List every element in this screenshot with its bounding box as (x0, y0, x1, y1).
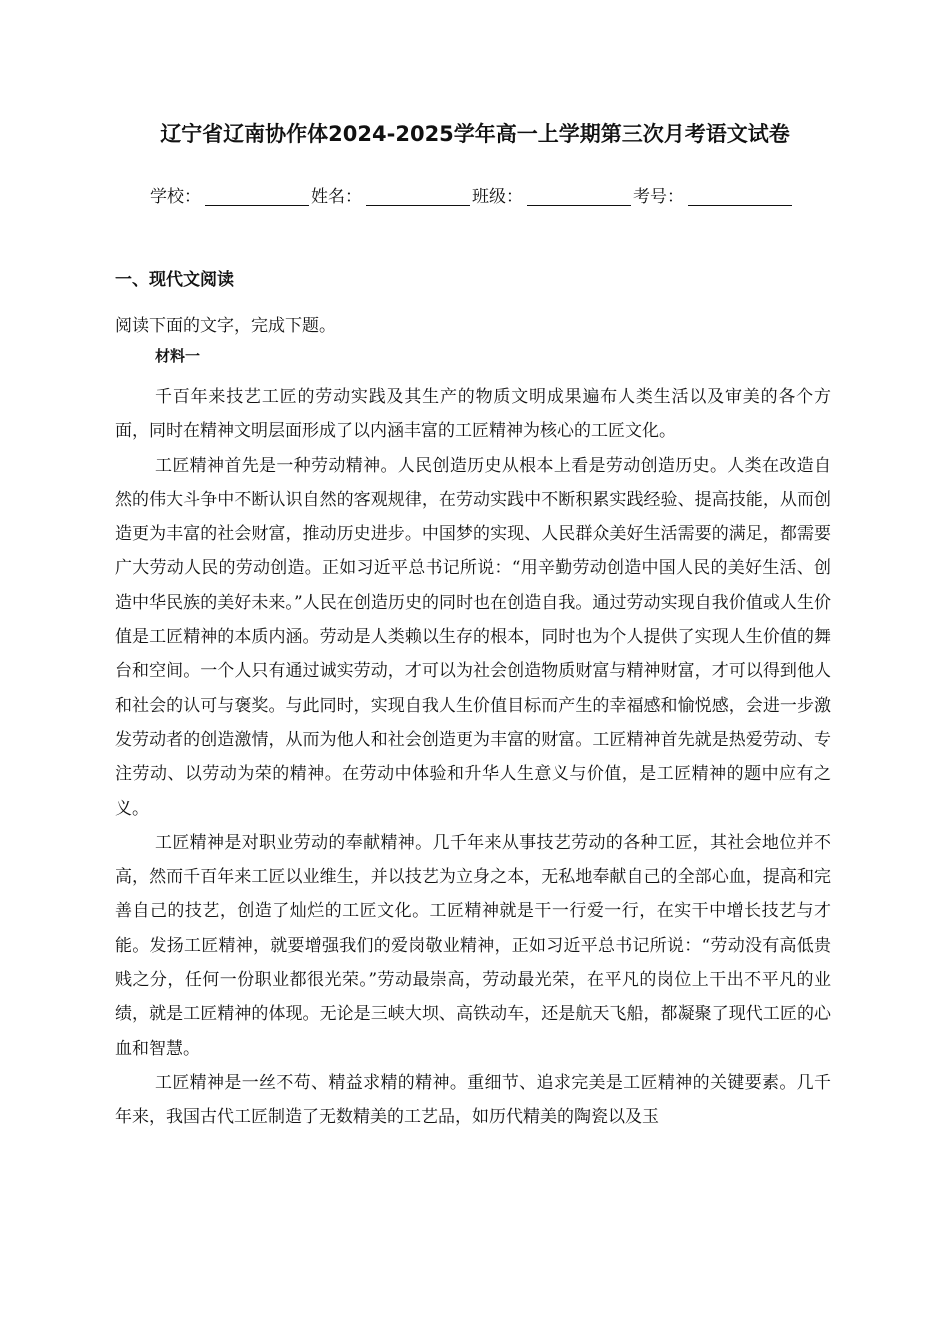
paragraph: 工匠精神首先是一种劳动精神。人民创造历史从根本上看是劳动创造历史。人类在改造自然的伟大斗争中不断认识自然的客观规律，在劳动实践中不断积累实践经验、提高技能，从而创造更为丰富的社会财富，推动历史进步。中国梦的实现、人民群众美好生活需要的满足，都需要广大劳动人民的劳动创造。正如习近平总书记所说：“用辛勤劳动创造中国人民的美好生活、创造中华民族的美好未来。”人民在创造历史的同时也在创造自我。通过劳动实现自我价值或人生价值是工匠精神的本质内涵。劳动是人类赖以生存的根本，同时也为个人提供了实现人生价值的舞台和空间。一个人只有通过诚实劳动，才可以为社会创造物质财富与精神财富，才可以得到他人和社会的认可与褒奖。与此同时，实现自我人生价值目标而产生的幸福感和愉悦感，会进一步激发劳动者的创造激情，从而为他人和社会创造更为丰富的财富。工匠精神首先就是热爱劳动、专注劳动、以劳动为荣的精神。在劳动中体验和升华人生意义与价值，是工匠精神的题中应有之义。 (115, 455, 831, 819)
name-label: 姓名： (311, 187, 362, 207)
school-label: 学校： (150, 187, 201, 207)
class-blank[interactable] (527, 187, 631, 206)
number-blank[interactable] (688, 187, 792, 206)
exam-title: 辽宁省辽南协作体2024-2025学年高一上学期第三次月考语文试卷 (160, 122, 790, 146)
paragraph: 工匠精神是一丝不苟、精益求精的精神。重细节、追求完美是工匠精神的关键要素。几千年来，我国古代工匠制造了无数精美的工艺品，如历代精美的陶瓷以及玉 (115, 1072, 831, 1128)
instruction-text: 阅读下面的文字，完成下题。 (115, 316, 336, 336)
paragraph: 千百年来技艺工匠的劳动实践及其生产的物质文明成果遍布人类生活以及审美的各个方面，同时在精神文明层面形成了以内涵丰富的工匠精神为核心的工匠文化。 (115, 387, 831, 442)
paragraph: 工匠精神是对职业劳动的奉献精神。几千年来从事技艺劳动的各种工匠，其社会地位并不高，然而千百年来工匠以业维生，并以技艺为立身之本，无私地奉献自己的全部心血，提高和完善自己的技艺，创造了灿烂的工匠文化。工匠精神就是干一行爱一行，在实干中增长技艺与才能。发扬工匠精神，就要增强我们的爱岗敬业精神，正如习近平总书记所说：“劳动没有高低贵贱之分，任何一份职业都很光荣。”劳动最崇高，劳动最光荣，在平凡的岗位上干出不平凡的业绩，就是工匠精神的体现。无论是三峡大坝、高铁动车，还是航天飞船，都凝聚了现代工匠的心血和智慧。 (115, 832, 831, 1059)
name-blank[interactable] (366, 187, 470, 206)
student-info-row (150, 182, 830, 207)
reading-passage (115, 380, 831, 1135)
number-label: 考号： (633, 187, 684, 207)
school-blank[interactable] (205, 187, 309, 206)
section-heading: 一、现代文阅读 (115, 270, 234, 290)
material-label: 材料一 (155, 347, 201, 365)
class-label: 班级： (472, 187, 523, 207)
